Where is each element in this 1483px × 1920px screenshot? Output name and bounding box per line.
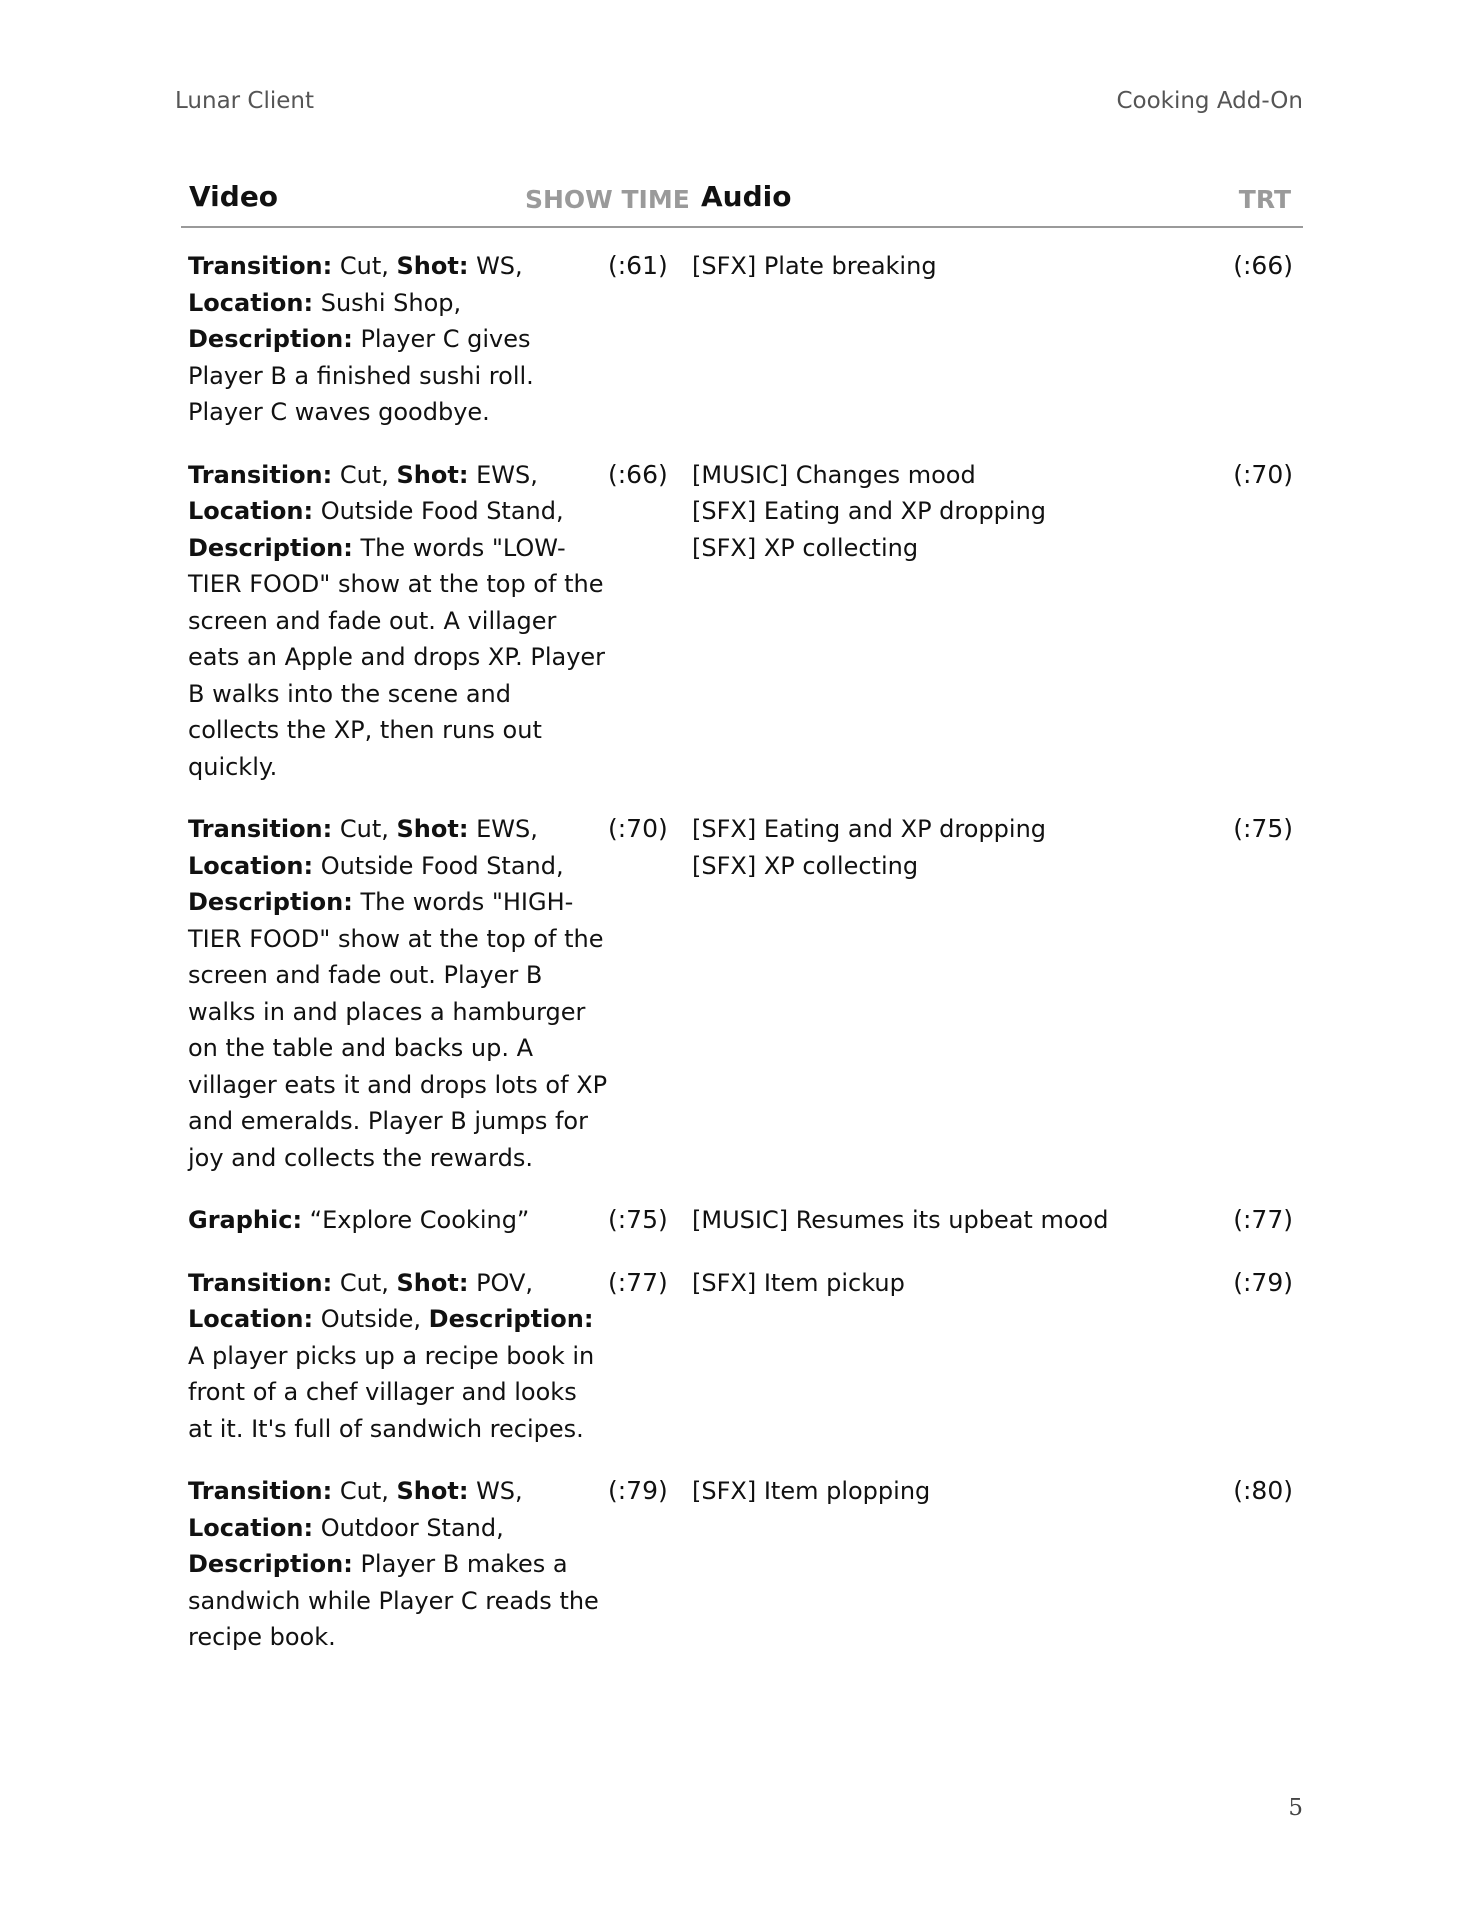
audio-line: [SFX] Plate breaking bbox=[692, 252, 937, 280]
video-text: Cut, bbox=[332, 815, 397, 843]
video-text: Outside Food Stand, bbox=[313, 497, 564, 525]
table-row bbox=[181, 248, 1303, 431]
video-text: Outside Food Stand, bbox=[313, 851, 564, 880]
video-label: Transition: bbox=[188, 1268, 333, 1297]
show-time-cell: (:66) bbox=[608, 459, 668, 489]
video-label: Shot: bbox=[396, 815, 469, 843]
audio-line: [SFX] Item plopping bbox=[692, 1477, 931, 1505]
column-header-audio: Audio bbox=[701, 180, 792, 213]
video-text: “Explore Cooking” bbox=[302, 1206, 530, 1234]
video-cell bbox=[181, 248, 608, 431]
show-time-cell: (:61) bbox=[608, 251, 668, 280]
table-row bbox=[181, 457, 1303, 786]
video-text: EWS, bbox=[468, 460, 538, 489]
page-header bbox=[175, 88, 1303, 120]
video-label: Description: bbox=[188, 888, 353, 916]
video-label: Description: bbox=[188, 325, 353, 353]
video-text: Player B makes a sandwich while Player C reads the recipe book. bbox=[188, 1550, 599, 1651]
table-body bbox=[181, 248, 1303, 1656]
video-text: WS, bbox=[468, 1477, 523, 1505]
video-text: Outdoor Stand, bbox=[313, 1513, 504, 1542]
audio-cell bbox=[692, 248, 1212, 285]
video-label: Transition: bbox=[188, 815, 333, 843]
video-text: The words "LOW-TIER FOOD" show at the top of the screen and fade out. A villager eats an Apple and drops XP. Player B walks into the scene and collects the XP, then runs out quickly. bbox=[188, 533, 606, 781]
video-text: Outside, bbox=[313, 1305, 429, 1333]
video-label: Location: bbox=[188, 1513, 314, 1542]
video-text: Cut, bbox=[332, 1477, 397, 1505]
trt-cell: (:80) bbox=[1233, 1476, 1293, 1505]
video-label: Graphic: bbox=[188, 1206, 303, 1234]
video-label: Description: bbox=[188, 533, 353, 562]
trt-cell: (:66) bbox=[1233, 251, 1293, 280]
video-text: Sushi Shop, bbox=[313, 288, 462, 317]
table-header bbox=[181, 176, 1303, 228]
audio-line: [SFX] Eating and XP dropping bbox=[692, 815, 1047, 843]
video-text: POV, bbox=[468, 1268, 534, 1297]
audio-line: [MUSIC] Resumes its upbeat mood bbox=[692, 1206, 1109, 1234]
column-header-video: Video bbox=[189, 180, 279, 213]
column-header-trt: TRT bbox=[1238, 185, 1291, 214]
audio-cell bbox=[692, 1202, 1212, 1239]
trt-cell: (:79) bbox=[1233, 1267, 1293, 1297]
video-label: Shot: bbox=[396, 1268, 469, 1297]
video-label: Location: bbox=[188, 288, 314, 317]
video-text: Cut, bbox=[332, 1268, 397, 1297]
video-label: Location: bbox=[188, 1305, 314, 1333]
column-header-show-time: SHOW TIME bbox=[525, 185, 690, 214]
table-row bbox=[181, 811, 1303, 1176]
video-cell bbox=[181, 1202, 608, 1239]
table-row bbox=[181, 1265, 1303, 1448]
video-label: Transition: bbox=[188, 460, 333, 489]
video-label: Transition: bbox=[188, 1477, 333, 1505]
audio-cell bbox=[692, 811, 1212, 884]
audio-line: [SFX] Item pickup bbox=[692, 1268, 905, 1297]
video-cell bbox=[181, 1473, 608, 1656]
header-subtitle: Cooking Add-On bbox=[1116, 88, 1303, 114]
audio-line: [SFX] XP collecting bbox=[692, 533, 919, 562]
video-label: Shot: bbox=[396, 460, 469, 489]
show-time-cell: (:79) bbox=[608, 1476, 668, 1505]
video-label: Description: bbox=[188, 1550, 353, 1578]
page-number: 5 bbox=[1288, 1795, 1303, 1821]
video-text: Cut, bbox=[332, 460, 397, 489]
video-text: WS, bbox=[468, 252, 523, 280]
video-cell bbox=[181, 1265, 608, 1448]
audio-line: [MUSIC] Changes mood bbox=[692, 460, 976, 489]
audio-cell bbox=[692, 1265, 1212, 1302]
video-label: Transition: bbox=[188, 252, 333, 280]
header-title: Lunar Client bbox=[175, 88, 315, 114]
video-text: EWS, bbox=[468, 815, 538, 843]
show-time-cell: (:70) bbox=[608, 814, 668, 843]
video-label: Description: bbox=[428, 1305, 594, 1333]
table-row bbox=[181, 1202, 1303, 1239]
script-table bbox=[181, 176, 1303, 1682]
audio-cell bbox=[692, 457, 1212, 567]
show-time-cell: (:77) bbox=[608, 1267, 668, 1297]
video-cell bbox=[181, 457, 608, 786]
table-row bbox=[181, 1473, 1303, 1656]
video-label: Shot: bbox=[396, 1477, 469, 1505]
video-text: The words "HIGH-TIER FOOD" show at the top of the screen and fade out. Player B walks in and places a hamburger on the table and backs up. A villager eats it and drops lots of XP and emeralds. Player B jumps for joy and collects the rewards. bbox=[188, 888, 608, 1172]
video-label: Shot: bbox=[396, 252, 469, 280]
video-text: Player C gives Player B a finished sushi roll. Player C waves goodbye. bbox=[188, 325, 534, 426]
trt-cell: (:70) bbox=[1233, 459, 1293, 489]
show-time-cell: (:75) bbox=[608, 1205, 668, 1234]
video-text: A player picks up a recipe book in front of a chef villager and looks at it. It's full of sandwich recipes. bbox=[188, 1341, 595, 1443]
trt-cell: (:77) bbox=[1233, 1205, 1293, 1234]
video-label: Location: bbox=[188, 497, 314, 525]
video-label: Location: bbox=[188, 851, 314, 880]
video-cell bbox=[181, 811, 608, 1176]
audio-line: [SFX] XP collecting bbox=[692, 851, 919, 880]
audio-line: [SFX] Eating and XP dropping bbox=[692, 497, 1047, 525]
video-text: Cut, bbox=[332, 252, 397, 280]
audio-cell bbox=[692, 1473, 1212, 1510]
trt-cell: (:75) bbox=[1233, 814, 1293, 843]
